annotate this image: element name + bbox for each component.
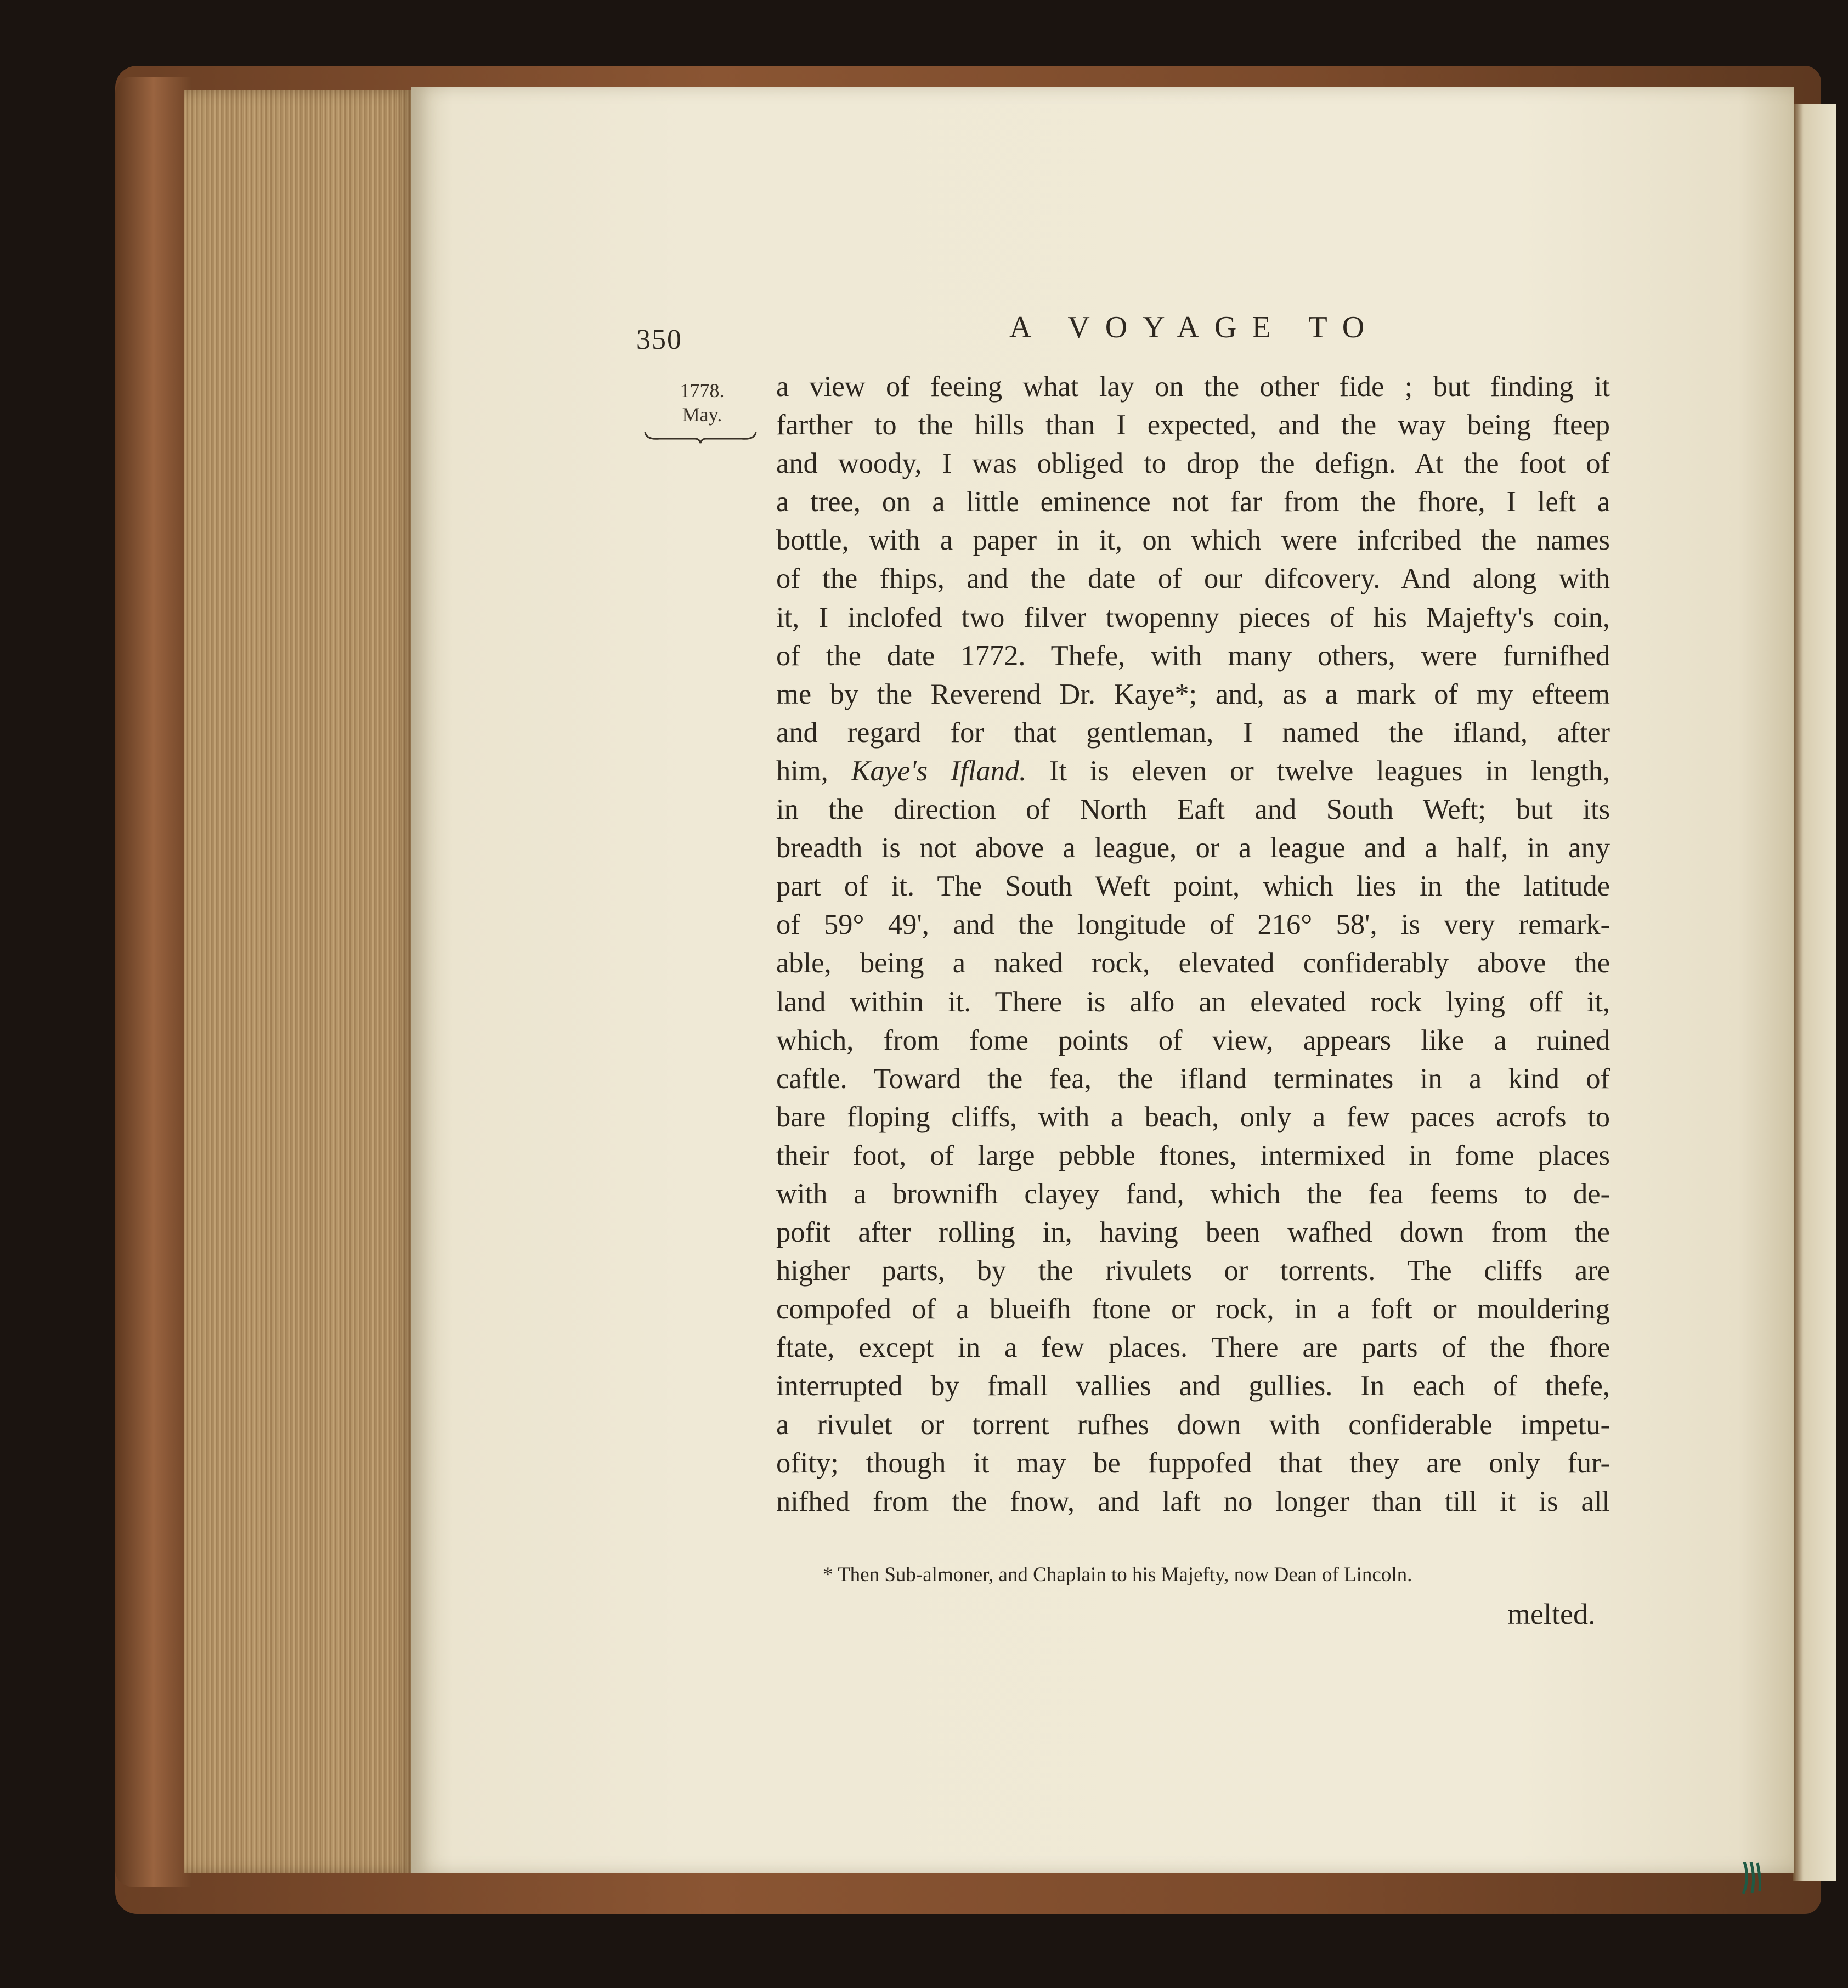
text-line: breadth is not above a league, or a league and a half, in any [776,832,1610,864]
margin-brace-icon [643,429,758,445]
text-line: ftate, except in a few places. There are parts of the fhore [776,1332,1610,1364]
margin-note [647,378,757,427]
text-line: which, from fome points of view, appears like a ruined [776,1024,1610,1056]
text-line: a tree, on a little eminence not far from the fhore, I left a [776,486,1610,518]
book-spine-edge [115,77,192,1887]
running-head: A VOYAGE TO [1009,310,1380,344]
text-line: with a brownifh clayey fand, which the fea feems to de- [776,1177,1610,1210]
text-line: in the direction of North Eaft and South Weft; but its [776,794,1610,826]
margin-note-year: 1778. [680,380,725,401]
text-line: able, being a naked rock, elevated confiderably above the [776,947,1610,979]
footnote: * Then Sub-almoner, and Chaplain to his Majefty, now Dean of Lincoln. [823,1564,1412,1586]
text-line: him, Kaye's Ifland. It is eleven or twelve leagues in length, [776,755,1610,787]
text-line: pofit after rolling in, having been wafhed down from the [776,1216,1610,1249]
margin-note-month: May. [682,404,722,426]
text-line: land within it. There is alfo an elevated rock lying off it, [776,985,1610,1018]
text-line: ofity; though it may be fuppofed that they are only fur- [776,1447,1610,1479]
facing-page-edge [1793,104,1836,1881]
bookmark-ribbon-icon [1739,1862,1766,1895]
text-line: bare floping cliffs, with a beach, only a few paces acrofs to [776,1101,1610,1133]
text-line: caftle. Toward the fea, the ifland terminates in a kind of [776,1062,1610,1095]
text-line: of the date 1772. Thefe, with many others, were furnifhed [776,639,1610,672]
text-line: it, I inclofed two filver twopenny pieces of his Majefty's coin, [776,601,1610,633]
catchword: melted. [1507,1598,1596,1630]
text-line: and regard for that gentleman, I named the ifland, after [776,716,1610,749]
body-text [776,367,1610,1521]
text-line: interrupted by fmall vallies and gullies. In each of thefe, [776,1370,1610,1402]
text-line: a rivulet or torrent rufhes down with confiderable impetu- [776,1408,1610,1441]
text-line: a view of feeing what lay on the other fide ; but finding it [776,371,1610,403]
text-line: of 59° 49', and the longitude of 216° 58', is very remark- [776,909,1610,941]
text-line: compofed of a blueifh ftone or rock, in a foft or mouldering [776,1293,1610,1326]
text-line: and woody, I was obliged to drop the defign. At the foot of [776,448,1610,480]
text-line: farther to the hills than I expected, and the way being fteep [776,409,1610,441]
text-line: bottle, with a paper in it, on which were infcribed the names [776,524,1610,557]
text-line: part of it. The South Weft point, which lies in the latitude [776,870,1610,903]
text-line: of the fhips, and the date of our difcovery. And along with [776,563,1610,595]
text-line: higher parts, by the rivulets or torrents. The cliffs are [776,1255,1610,1287]
page-edges [184,90,414,1873]
page-number: 350 [636,324,682,355]
text-line: nifhed from the fnow, and laft no longer than till it is all [776,1485,1610,1517]
text-line: their foot, of large pebble ftones, intermixed in fome places [776,1139,1610,1171]
text-line: me by the Reverend Dr. Kaye*; and, as a mark of my efteem [776,678,1610,710]
